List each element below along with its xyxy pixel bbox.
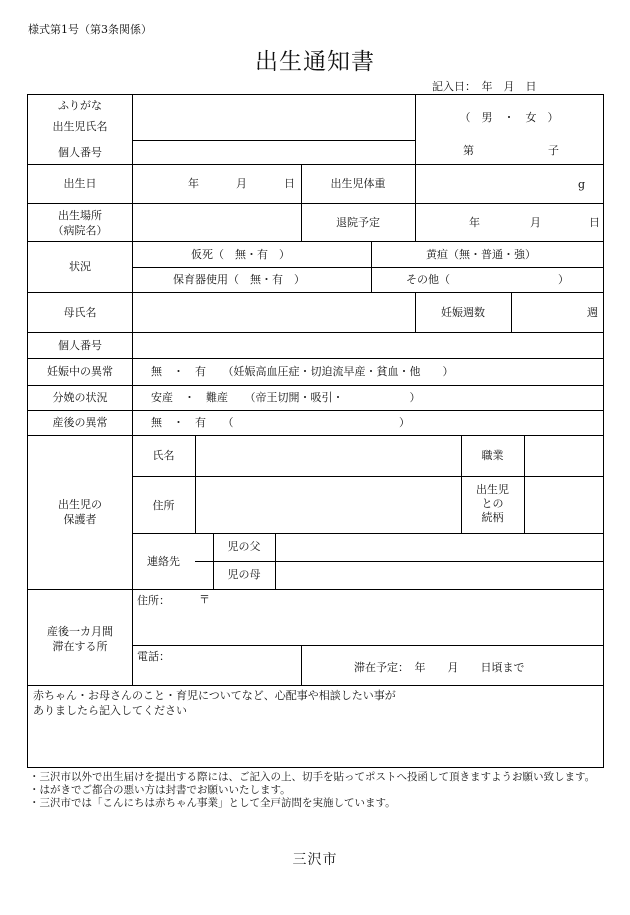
discharge-label: 退院予定 bbox=[336, 216, 380, 229]
stay-section-label: 産後一カ月間 bbox=[47, 625, 113, 638]
baby-name-label: 出生児氏名 bbox=[52, 120, 108, 133]
row-divider bbox=[195, 561, 603, 562]
birthplace-label: 出生場所 bbox=[58, 209, 102, 222]
discharge-year: 年 bbox=[469, 216, 480, 229]
column-divider bbox=[275, 533, 276, 589]
column-divider bbox=[195, 435, 196, 533]
furigana-label: ふりがな bbox=[58, 99, 102, 112]
gestation-unit: 週 bbox=[587, 306, 598, 319]
column-divider bbox=[524, 435, 525, 533]
birthdate-year: 年 bbox=[188, 177, 199, 190]
entry-date: 記入日： 年 月 日 bbox=[432, 80, 537, 93]
relation-label-2: との bbox=[481, 497, 504, 510]
consult-text-2: ありましたら記入してください bbox=[33, 704, 187, 717]
column-divider bbox=[511, 292, 512, 332]
row-divider bbox=[28, 589, 603, 590]
note-item: ・はがきでご都合の悪い方は封書でお願いいたします。 bbox=[29, 784, 291, 796]
guardian-address-label: 住所 bbox=[152, 499, 175, 512]
discharge-day: 日 bbox=[589, 216, 600, 229]
birth-order-prefix: 第 bbox=[463, 144, 474, 157]
pregnancy-abnormal-label: 妊娠中の異常 bbox=[47, 365, 113, 378]
mother-id-label: 個人番号 bbox=[58, 339, 102, 352]
delivery-label: 分娩の状況 bbox=[52, 391, 108, 404]
incubator-choice[interactable]: 保育器使用（ 無・有 ） bbox=[173, 273, 305, 286]
row-divider bbox=[28, 292, 603, 293]
note-item: ・三沢市以外で出生届けを提出する際には、ご記入の上、切手を貼ってポストへ投函して頂きますようお願い致します。 bbox=[29, 771, 596, 783]
gestation-label: 妊娠週数 bbox=[441, 306, 485, 319]
row-divider bbox=[28, 203, 603, 204]
consult-text: 赤ちゃん・お母さんのこと・育児についてなど、心配事や相談したい事が bbox=[33, 689, 396, 702]
row-divider bbox=[132, 645, 603, 646]
contact-label: 連絡先 bbox=[147, 555, 180, 568]
column-divider bbox=[415, 95, 416, 164]
birthplace-sublabel: （病院名） bbox=[52, 224, 108, 237]
column-divider bbox=[415, 164, 416, 241]
condition-label: 状況 bbox=[69, 260, 91, 273]
baby-id-label: 個人番号 bbox=[58, 146, 102, 159]
stay-phone-label: 電話： bbox=[137, 650, 170, 663]
row-divider bbox=[132, 533, 603, 534]
page-title: 出生通知書 bbox=[255, 49, 375, 75]
row-divider bbox=[132, 267, 603, 268]
form-number: 様式第1号（第3条関係） bbox=[28, 23, 152, 36]
relation-label: 出生児 bbox=[476, 483, 509, 496]
form-frame bbox=[27, 94, 604, 768]
delivery-choice[interactable]: 安産 ・ 難産 （帝王切開・吸引・ ） bbox=[151, 391, 421, 404]
birthdate-label: 出生日 bbox=[63, 177, 97, 190]
guardian-section-sublabel: 保護者 bbox=[63, 513, 97, 526]
stay-address-label: 住所： bbox=[137, 594, 170, 607]
sex-choice[interactable]: （ 男 ・ 女 ） bbox=[459, 111, 559, 124]
column-divider bbox=[132, 589, 133, 685]
row-divider bbox=[28, 410, 603, 411]
row-divider bbox=[132, 140, 415, 141]
mother-name-label: 母氏名 bbox=[63, 306, 97, 319]
pregnancy-abnormal-choice[interactable]: 無 ・ 有 （妊娠高血圧症・切迫流早産・貧血・他 ） bbox=[151, 365, 454, 378]
postpartum-choice[interactable]: 無 ・ 有 （ bbox=[151, 416, 234, 429]
mother-label: 児の母 bbox=[227, 568, 261, 581]
postpartum-close: ） bbox=[399, 416, 410, 429]
row-divider bbox=[28, 164, 603, 165]
stay-until: 滞在予定： 年 月 日頃まで bbox=[354, 661, 525, 674]
other-condition-close: ） bbox=[558, 273, 569, 286]
notes bbox=[29, 771, 609, 810]
row-divider bbox=[28, 358, 603, 359]
weight-label: 出生児体重 bbox=[330, 177, 386, 190]
birthdate-day: 日 bbox=[284, 177, 295, 190]
asphyxia-choice[interactable]: 仮死（ 無・有 ） bbox=[191, 248, 290, 261]
row-divider bbox=[28, 385, 603, 386]
postpartum-label: 産後の異常 bbox=[52, 416, 108, 429]
note-item: ・三沢市では「こんにちは赤ちゃん事業」として全戸訪問を実施しています。 bbox=[29, 797, 396, 809]
guardian-name-label: 氏名 bbox=[152, 449, 175, 462]
column-divider bbox=[301, 164, 302, 241]
row-divider bbox=[28, 332, 603, 333]
weight-unit: g bbox=[578, 178, 586, 191]
father-label: 児の父 bbox=[227, 540, 261, 553]
birth-order-suffix: 子 bbox=[548, 144, 559, 157]
postal-mark: 〒 bbox=[199, 593, 210, 606]
column-divider bbox=[371, 241, 372, 292]
row-divider bbox=[28, 685, 603, 686]
relation-label-3: 続柄 bbox=[481, 511, 504, 524]
footer-city: 三沢市 bbox=[292, 852, 338, 868]
row-divider bbox=[28, 435, 603, 436]
discharge-month: 月 bbox=[530, 216, 541, 229]
column-divider bbox=[132, 95, 133, 589]
row-divider bbox=[132, 476, 603, 477]
column-divider bbox=[301, 645, 302, 685]
stay-section-sublabel: 滞在する所 bbox=[52, 640, 108, 653]
other-condition: その他（ bbox=[406, 273, 450, 286]
birthdate-month: 月 bbox=[236, 177, 247, 190]
job-label: 職業 bbox=[481, 449, 504, 462]
jaundice-choice[interactable]: 黄疸（無・普通・強） bbox=[426, 248, 536, 261]
guardian-section-label: 出生児の bbox=[58, 498, 102, 511]
row-divider bbox=[28, 241, 603, 242]
